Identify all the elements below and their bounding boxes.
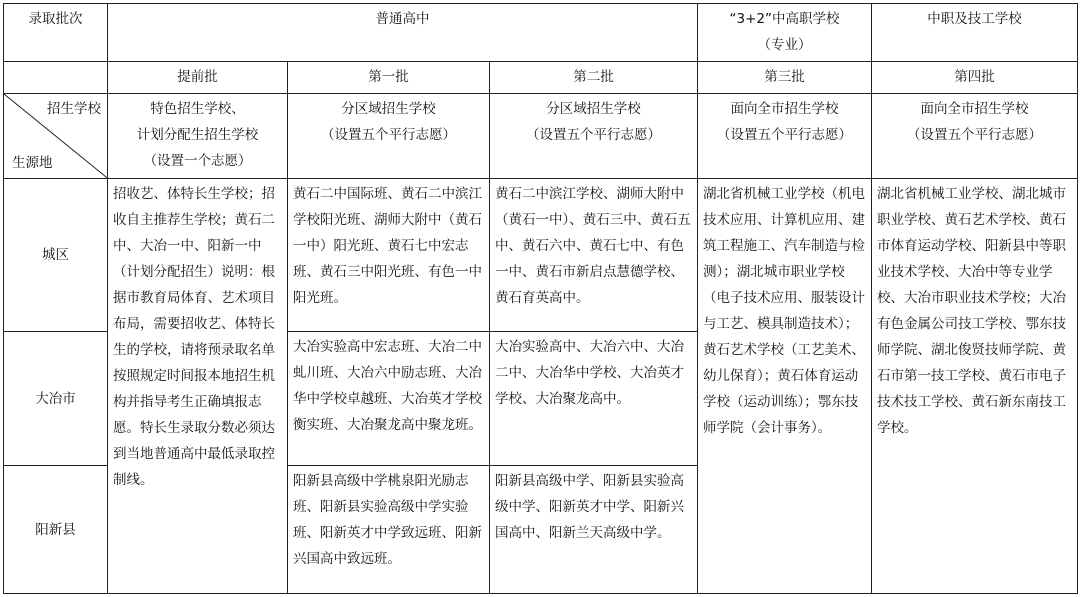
vocational-header <box>698 4 872 62</box>
second-batch-yangxin: 阳新县高级中学、阳新县实验高级中学、阳新英才中学、阳新兴国高中、阳新兰天高级中学。 <box>490 466 698 594</box>
diag-bottom-label: 生源地 <box>12 154 53 171</box>
type-second <box>490 93 698 178</box>
second-batch-city: 黄石二中滨江学校、湖师大附中（黄石一中）、黄石三中、黄石五中、黄石六中、黄石七中、有色一中、黄石市新启点慧德学校、黄石育英高中。 <box>490 178 698 331</box>
general-high-label: 普通高中 <box>375 11 430 27</box>
type-line: （设置五个平行志愿） <box>907 126 1043 143</box>
first-batch-city: 黄石二中国际班、黄石二中滨江学校阳光班、湖师大附中（黄石一中）阳光班、黄石七中宏志班、黄石三中阳光班、有色一中阳光班。 <box>288 178 490 331</box>
diagonal-header <box>4 93 108 178</box>
region-daye: 大冶市 <box>4 331 108 466</box>
vocational-sublabel: （专业） <box>757 37 812 53</box>
first-batch-yangxin: 阳新县高级中学桃泉阳光励志班、阳新县实验高级中学实验班、阳新英才中学致远班、阳新兴国高中致远班。 <box>288 466 490 594</box>
second-batch-daye: 大冶实验高中、大冶六中、大冶二中、大冶华中学校、大冶英才学校、大冶聚龙高中。 <box>490 331 698 466</box>
vocational-label: “3+2”中高职学校 <box>729 11 840 27</box>
type-line: （设置一个志愿） <box>143 152 252 169</box>
type-early <box>108 93 288 178</box>
batch-label: 录取批次 <box>28 11 83 27</box>
type-line: 计划分配生招生学校 <box>136 126 259 143</box>
region-city: 城区 <box>4 178 108 331</box>
third-batch-content: 湖北省机械工业学校（机电技术应用、计算机应用、建筑工程施工、汽车制造与检测）；湖北城市职业学校（电子技术应用、服装设计与工艺、模具制造技术）；黄石艺术学校（工艺美术、幼儿保育）；黄石体育运动学校（运动训练）；鄂东技师学院（会计事务）。 <box>698 178 872 593</box>
type-line: 面向全市招生学校 <box>730 100 839 117</box>
batch-first: 第一批 <box>288 62 490 94</box>
first-batch-daye: 大冶实验高中宏志班、大冶二中虬川班、大冶六中励志班、大冶华中学校卓越班、大冶英才学校衡实班、大冶聚龙高中聚龙班。 <box>288 331 490 466</box>
empty-corner <box>4 62 108 94</box>
general-high-header <box>108 4 698 62</box>
batch-third: 第三批 <box>698 62 872 94</box>
type-first <box>288 93 490 178</box>
type-line: 分区域招生学校 <box>341 100 436 117</box>
early-batch-content: 招收艺、体特长生学校；招收自主推荐生学校；黄石二中、大冶一中、阳新一中（计划分配招生）说明：根据市教育局体育、艺术项目布局，需要招收艺、体特长生的学校，请将预录取名单按照规定时间报本地招生机构并指导考生正确填报志愿。特长生录取分数必须达到当地普通高中最低录取控制线。 <box>108 178 288 593</box>
region-yangxin: 阳新县 <box>4 466 108 594</box>
type-fourth <box>872 93 1078 178</box>
type-line: 分区域招生学校 <box>546 100 641 117</box>
secondary-tech-header <box>872 4 1078 62</box>
admission-table <box>3 3 1078 594</box>
type-line: 特色招生学校、 <box>150 100 245 117</box>
type-third <box>698 93 872 178</box>
batch-label-cell <box>4 4 108 62</box>
type-line: （设置五个平行志愿） <box>526 126 662 143</box>
diag-top-label: 招生学校 <box>47 100 101 117</box>
type-line: （设置五个平行志愿） <box>321 126 456 143</box>
secondary-tech-label: 中职及技工学校 <box>927 11 1022 27</box>
fourth-batch-content: 湖北省机械工业学校、湖北城市职业学校、黄石艺术学校、黄石市体育运动学校、阳新县中等职业技术学校、大冶中等专业学校、大冶市职业技术学校；大冶有色金属公司技工学校、鄂东技师学院、湖北俊贤技师学院、黄石市第一技工学校、黄石市电子技术技工学校、黄石新东南技工学校。 <box>872 178 1078 593</box>
batch-early: 提前批 <box>108 62 288 94</box>
type-line: 面向全市招生学校 <box>920 100 1029 117</box>
batch-second: 第二批 <box>490 62 698 94</box>
batch-fourth: 第四批 <box>872 62 1078 94</box>
type-line: （设置五个平行志愿） <box>717 126 853 143</box>
